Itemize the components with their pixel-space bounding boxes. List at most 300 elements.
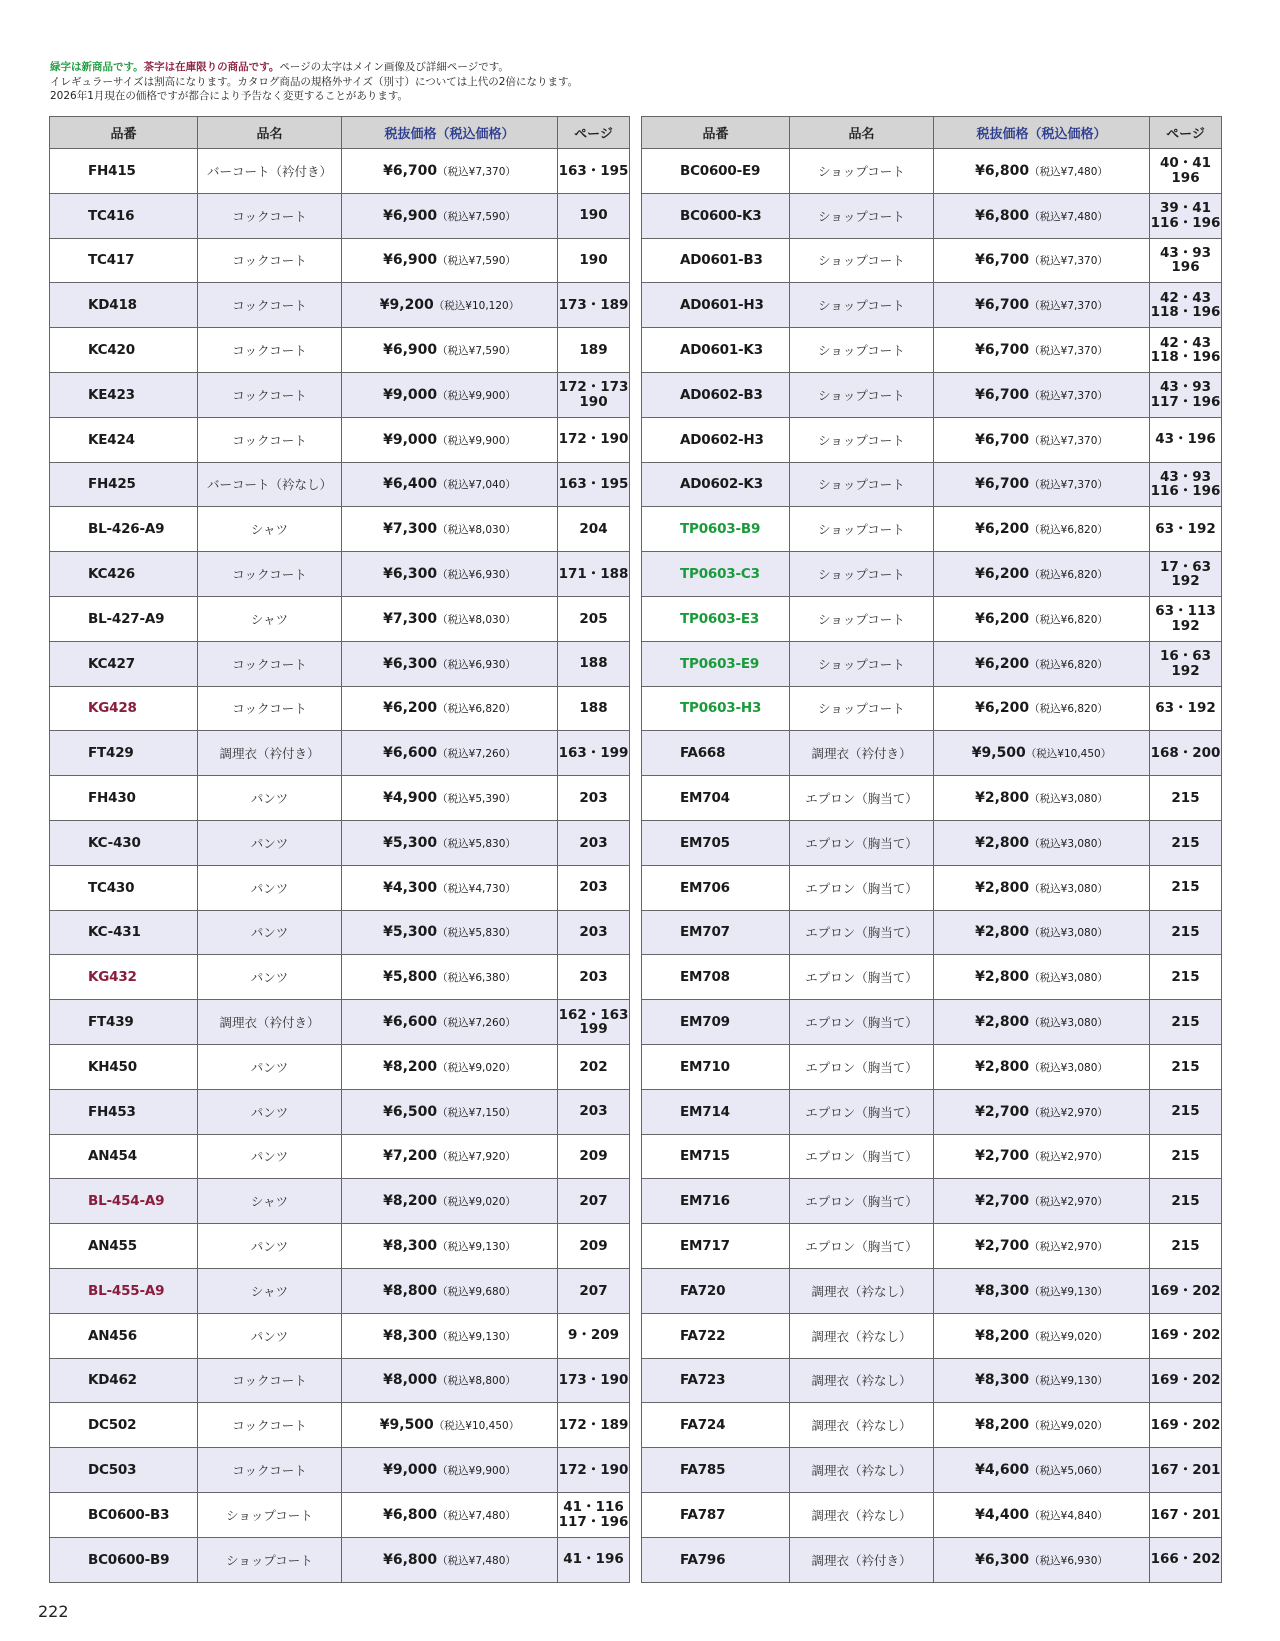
price-excl-tax: ¥6,400 bbox=[383, 476, 438, 493]
table-row bbox=[642, 462, 1222, 507]
price-incl-tax: （税込¥6,820） bbox=[437, 703, 516, 716]
page-ref: 63・192 bbox=[1155, 521, 1216, 538]
catalog-page bbox=[1150, 552, 1222, 597]
table-row bbox=[642, 149, 1222, 194]
price-excl-tax: ¥6,900 bbox=[383, 207, 438, 224]
page-ref: 163・199 bbox=[558, 745, 629, 761]
product-code: FH453 bbox=[50, 1089, 198, 1134]
table-row bbox=[50, 596, 630, 641]
page-ref: 215 bbox=[1171, 789, 1200, 806]
product-code: KC-431 bbox=[50, 910, 198, 955]
page-ref: 215 bbox=[1171, 834, 1200, 851]
catalog-page bbox=[1150, 1313, 1222, 1358]
product-price bbox=[342, 1358, 558, 1403]
page-ref: 215 bbox=[1171, 924, 1200, 941]
product-price bbox=[934, 238, 1150, 283]
page-ref-2: 117・196 bbox=[558, 1513, 629, 1530]
product-name: 調理衣（衿なし） bbox=[790, 1448, 934, 1493]
product-name: バーコート（衿付き） bbox=[198, 149, 342, 194]
page-ref: 9・209 bbox=[567, 1327, 620, 1344]
product-name: エプロン（胸当て） bbox=[790, 955, 934, 1000]
catalog-page bbox=[1150, 417, 1222, 462]
price-incl-tax: （税込¥3,080） bbox=[1029, 1061, 1108, 1074]
price-excl-tax: ¥9,000 bbox=[383, 1462, 438, 1478]
product-price bbox=[342, 328, 558, 373]
price-incl-tax: （税込¥7,590） bbox=[437, 345, 516, 358]
price-excl-tax: ¥6,800 bbox=[383, 1551, 438, 1568]
catalog-page bbox=[558, 1358, 630, 1403]
product-price bbox=[342, 1403, 558, 1448]
price-excl-tax: ¥6,700 bbox=[975, 252, 1030, 269]
product-price bbox=[342, 820, 558, 865]
page-ref: 215 bbox=[1171, 968, 1200, 985]
page-ref: 215 bbox=[1171, 879, 1200, 896]
header-name: 品名 bbox=[198, 117, 342, 149]
table-body-right bbox=[642, 149, 1222, 1583]
price-excl-tax: ¥6,200 bbox=[975, 521, 1030, 538]
price-incl-tax: （税込¥7,480） bbox=[437, 1509, 516, 1522]
page-ref-2: 192 bbox=[1171, 662, 1200, 679]
product-price bbox=[934, 686, 1150, 731]
product-code: AD0601-B3 bbox=[642, 238, 790, 283]
product-code: FA668 bbox=[642, 731, 790, 776]
page-ref: 215 bbox=[1171, 1058, 1200, 1075]
page-ref: 209 bbox=[579, 1237, 608, 1254]
catalog-page bbox=[558, 641, 630, 686]
page-ref: 169・202 bbox=[1150, 1372, 1221, 1389]
price-incl-tax: （税込¥10,120） bbox=[433, 300, 520, 313]
catalog-notes bbox=[50, 60, 578, 104]
table-row bbox=[50, 1179, 630, 1224]
price-excl-tax: ¥7,300 bbox=[383, 521, 438, 538]
product-price bbox=[934, 193, 1150, 238]
page-ref: 43・196 bbox=[1155, 431, 1216, 448]
catalog-page bbox=[1150, 1358, 1222, 1403]
table-row bbox=[642, 328, 1222, 373]
product-name: 調理衣（衿なし） bbox=[790, 1492, 934, 1537]
note-bold-pages: ページの太字はメイン画像及び詳細ページです。 bbox=[279, 61, 509, 73]
product-price bbox=[934, 596, 1150, 641]
product-code: BC0600-B3 bbox=[50, 1492, 198, 1537]
table-row bbox=[642, 910, 1222, 955]
price-excl-tax: ¥2,700 bbox=[975, 1103, 1030, 1120]
price-incl-tax: （税込¥6,820） bbox=[1029, 658, 1108, 671]
catalog-page bbox=[558, 149, 630, 194]
product-price bbox=[934, 1000, 1150, 1045]
product-name: パンツ bbox=[198, 910, 342, 955]
catalog-page bbox=[558, 731, 630, 776]
product-code: EM716 bbox=[642, 1179, 790, 1224]
table-row bbox=[50, 1448, 630, 1493]
table-row bbox=[50, 955, 630, 1000]
price-incl-tax: （税込¥10,450） bbox=[433, 1420, 520, 1433]
table-row bbox=[642, 1492, 1222, 1537]
table-row bbox=[642, 1044, 1222, 1089]
table-row bbox=[642, 776, 1222, 821]
product-name: コックコート bbox=[198, 417, 342, 462]
price-excl-tax: ¥8,300 bbox=[975, 1372, 1030, 1389]
product-name: エプロン（胸当て） bbox=[790, 865, 934, 910]
page-ref: 173・190 bbox=[558, 1372, 629, 1389]
product-name: パンツ bbox=[198, 1224, 342, 1269]
price-excl-tax: ¥7,200 bbox=[383, 1148, 438, 1165]
product-price bbox=[934, 1044, 1150, 1089]
table-row bbox=[50, 776, 630, 821]
product-price bbox=[934, 1224, 1150, 1269]
price-incl-tax: （税込¥9,130） bbox=[437, 1330, 516, 1343]
product-name: コックコート bbox=[198, 372, 342, 417]
page-ref: 41・116 bbox=[563, 1499, 624, 1516]
catalog-page bbox=[1150, 1044, 1222, 1089]
product-code: DC503 bbox=[50, 1448, 198, 1493]
product-name: ショップコート bbox=[198, 1537, 342, 1582]
product-code: KG428 bbox=[50, 686, 198, 731]
product-name: 調理衣（衿なし） bbox=[790, 1268, 934, 1313]
page-ref-2: 116・196 bbox=[1150, 214, 1221, 231]
catalog-page bbox=[558, 1179, 630, 1224]
price-incl-tax: （税込¥7,260） bbox=[437, 748, 516, 761]
price-incl-tax: （税込¥2,970） bbox=[1029, 1196, 1108, 1209]
price-excl-tax: ¥7,300 bbox=[383, 610, 438, 627]
price-excl-tax: ¥9,500 bbox=[379, 1417, 434, 1434]
product-name: ショップコート bbox=[790, 238, 934, 283]
price-excl-tax: ¥6,900 bbox=[383, 342, 438, 359]
catalog-page bbox=[558, 372, 630, 417]
page-ref: 163・195 bbox=[558, 162, 629, 179]
product-price bbox=[934, 1537, 1150, 1582]
page-ref-2: 117・196 bbox=[1150, 393, 1221, 410]
product-name: パンツ bbox=[198, 776, 342, 821]
product-code: BC0600-K3 bbox=[642, 193, 790, 238]
price-incl-tax: （税込¥10,450） bbox=[1025, 748, 1112, 761]
product-price bbox=[934, 641, 1150, 686]
price-excl-tax: ¥2,800 bbox=[975, 1014, 1030, 1031]
price-incl-tax: （税込¥4,730） bbox=[437, 882, 516, 895]
price-incl-tax: （税込¥2,970） bbox=[1029, 1151, 1108, 1164]
header-price: 税抜価格（税込価格） bbox=[342, 117, 558, 149]
page-ref: 162・163 bbox=[558, 1006, 629, 1023]
catalog-page bbox=[1150, 193, 1222, 238]
table-header-row bbox=[642, 117, 1222, 149]
table-row bbox=[642, 283, 1222, 328]
product-name: ショップコート bbox=[790, 507, 934, 552]
header-name: 品名 bbox=[790, 117, 934, 149]
page-ref-2: 196 bbox=[1171, 259, 1200, 276]
product-code: EM704 bbox=[642, 776, 790, 821]
product-name: コックコート bbox=[198, 1403, 342, 1448]
product-name: 調理衣（衿なし） bbox=[790, 1403, 934, 1448]
product-price bbox=[342, 283, 558, 328]
product-code: KC-430 bbox=[50, 820, 198, 865]
table-row bbox=[50, 641, 630, 686]
price-incl-tax: （税込¥5,060） bbox=[1029, 1465, 1108, 1477]
product-code: KD462 bbox=[50, 1358, 198, 1403]
table-row bbox=[642, 507, 1222, 552]
table-row bbox=[642, 1224, 1222, 1269]
page-ref: 215 bbox=[1171, 1237, 1200, 1254]
page-ref: 209 bbox=[579, 1148, 608, 1165]
table-header-row bbox=[50, 117, 630, 149]
catalog-page bbox=[1150, 283, 1222, 328]
price-excl-tax: ¥9,500 bbox=[971, 745, 1026, 762]
product-code: KE423 bbox=[50, 372, 198, 417]
price-incl-tax: （税込¥8,030） bbox=[437, 524, 516, 537]
page-ref-2: 199 bbox=[579, 1021, 608, 1038]
catalog-page bbox=[1150, 1492, 1222, 1537]
header-code: 品番 bbox=[642, 117, 790, 149]
product-code: EM710 bbox=[642, 1044, 790, 1089]
product-price bbox=[934, 1448, 1150, 1493]
product-code: FH415 bbox=[50, 149, 198, 194]
price-incl-tax: （税込¥5,830） bbox=[437, 927, 516, 940]
product-code: FA722 bbox=[642, 1313, 790, 1358]
price-incl-tax: （税込¥3,080） bbox=[1029, 882, 1108, 895]
price-excl-tax: ¥2,800 bbox=[975, 969, 1030, 986]
page-ref-2: 190 bbox=[579, 393, 608, 410]
product-price bbox=[342, 910, 558, 955]
price-excl-tax: ¥8,200 bbox=[383, 1058, 438, 1075]
price-table-right bbox=[641, 116, 1222, 1583]
table-row bbox=[642, 1268, 1222, 1313]
price-excl-tax: ¥9,000 bbox=[383, 431, 438, 448]
table-row bbox=[642, 641, 1222, 686]
catalog-page bbox=[1150, 955, 1222, 1000]
product-price bbox=[342, 1268, 558, 1313]
price-incl-tax: （税込¥6,930） bbox=[437, 658, 516, 671]
page-ref: 42・43 bbox=[1159, 289, 1212, 306]
page-ref: 190 bbox=[579, 207, 608, 224]
product-price bbox=[342, 1448, 558, 1493]
product-name: エプロン（胸当て） bbox=[790, 910, 934, 955]
price-incl-tax: （税込¥6,820） bbox=[1029, 703, 1108, 716]
price-excl-tax: ¥6,200 bbox=[975, 655, 1030, 672]
table-row bbox=[50, 1134, 630, 1179]
page-ref: 188 bbox=[579, 700, 608, 717]
page-ref: 17・63 bbox=[1159, 558, 1212, 575]
page-ref-2: 116・196 bbox=[1150, 483, 1221, 500]
header-page: ページ bbox=[1150, 117, 1222, 149]
header-code: 品番 bbox=[50, 117, 198, 149]
product-price bbox=[342, 1224, 558, 1269]
price-incl-tax: （税込¥6,930） bbox=[437, 569, 516, 582]
page-ref: 43・93 bbox=[1159, 244, 1212, 261]
product-name: パンツ bbox=[198, 1134, 342, 1179]
catalog-page bbox=[1150, 1268, 1222, 1313]
table-row bbox=[50, 462, 630, 507]
price-incl-tax: （税込¥7,590） bbox=[437, 255, 516, 268]
page-ref: 169・202 bbox=[1150, 1282, 1221, 1299]
table-row bbox=[642, 865, 1222, 910]
page-ref: 189 bbox=[579, 341, 608, 358]
page-ref: 172・190 bbox=[558, 431, 629, 448]
price-excl-tax: ¥6,200 bbox=[975, 610, 1030, 627]
price-excl-tax: ¥6,200 bbox=[383, 700, 438, 717]
product-name: コックコート bbox=[198, 193, 342, 238]
price-excl-tax: ¥2,700 bbox=[975, 1193, 1030, 1210]
price-incl-tax: （税込¥7,370） bbox=[437, 165, 516, 178]
catalog-page bbox=[1150, 731, 1222, 776]
price-incl-tax: （税込¥6,820） bbox=[1029, 569, 1108, 582]
price-incl-tax: （税込¥9,130） bbox=[1029, 1375, 1108, 1388]
product-price bbox=[934, 372, 1150, 417]
product-name: コックコート bbox=[198, 686, 342, 731]
product-price bbox=[934, 1268, 1150, 1313]
page-ref: 63・192 bbox=[1155, 700, 1216, 717]
product-code: AN454 bbox=[50, 1134, 198, 1179]
product-price bbox=[934, 955, 1150, 1000]
note-limited-item: 茶字は在庫限りの商品です。 bbox=[143, 61, 280, 73]
product-name: エプロン（胸当て） bbox=[790, 1224, 934, 1269]
table-row bbox=[50, 686, 630, 731]
product-name: エプロン（胸当て） bbox=[790, 1044, 934, 1089]
price-excl-tax: ¥4,400 bbox=[975, 1506, 1030, 1523]
product-price bbox=[342, 865, 558, 910]
catalog-page bbox=[1150, 1224, 1222, 1269]
price-incl-tax: （税込¥7,040） bbox=[437, 479, 516, 492]
catalog-page bbox=[1150, 238, 1222, 283]
page-ref: 207 bbox=[579, 1192, 608, 1209]
product-name: コックコート bbox=[198, 1448, 342, 1493]
product-price bbox=[934, 1179, 1150, 1224]
note-new-item: 緑字は新商品です。 bbox=[50, 61, 144, 73]
product-price bbox=[934, 1358, 1150, 1403]
product-price bbox=[934, 1313, 1150, 1358]
price-incl-tax: （税込¥7,370） bbox=[1029, 345, 1108, 358]
product-code: FT429 bbox=[50, 731, 198, 776]
product-price bbox=[342, 1492, 558, 1537]
product-price bbox=[342, 1537, 558, 1582]
product-code: KD418 bbox=[50, 283, 198, 328]
product-price bbox=[342, 596, 558, 641]
catalog-page bbox=[1150, 372, 1222, 417]
product-price bbox=[342, 955, 558, 1000]
page-ref: 203 bbox=[579, 879, 608, 896]
product-price bbox=[342, 417, 558, 462]
price-incl-tax: （税込¥7,590） bbox=[437, 210, 516, 223]
catalog-page bbox=[558, 1044, 630, 1089]
product-name: ショップコート bbox=[198, 1492, 342, 1537]
product-name: エプロン（胸当て） bbox=[790, 820, 934, 865]
page-ref: 215 bbox=[1171, 1192, 1200, 1209]
product-code: AD0602-H3 bbox=[642, 417, 790, 462]
catalog-page bbox=[1150, 1537, 1222, 1582]
catalog-page bbox=[558, 507, 630, 552]
table-row bbox=[50, 1403, 630, 1448]
product-code: EM714 bbox=[642, 1089, 790, 1134]
table-row bbox=[642, 1448, 1222, 1493]
price-incl-tax: （税込¥7,370） bbox=[1029, 434, 1108, 447]
product-name: エプロン（胸当て） bbox=[790, 1089, 934, 1134]
price-incl-tax: （税込¥7,370） bbox=[1029, 479, 1108, 492]
product-code: TP0603-H3 bbox=[642, 686, 790, 731]
page-ref: 40・41 bbox=[1159, 155, 1212, 172]
price-incl-tax: （税込¥7,480） bbox=[1029, 165, 1108, 178]
catalog-page bbox=[1150, 910, 1222, 955]
product-name: ショップコート bbox=[790, 552, 934, 597]
price-excl-tax: ¥6,700 bbox=[975, 297, 1030, 314]
price-excl-tax: ¥2,800 bbox=[975, 834, 1030, 851]
catalog-page bbox=[558, 328, 630, 373]
product-name: パンツ bbox=[198, 1044, 342, 1089]
price-incl-tax: （税込¥7,260） bbox=[437, 1017, 516, 1030]
notes-line-2: イレギュラーサイズは割高になります。カタログ商品の規格外サイズ（別寸）については上代の2倍になります。 bbox=[50, 75, 579, 88]
product-name: シャツ bbox=[198, 596, 342, 641]
product-code: AD0602-K3 bbox=[642, 462, 790, 507]
page-ref: 168・200 bbox=[1150, 745, 1221, 761]
product-name: ショップコート bbox=[790, 149, 934, 194]
price-incl-tax: （税込¥5,830） bbox=[437, 837, 516, 850]
catalog-page bbox=[558, 820, 630, 865]
price-incl-tax: （税込¥9,900） bbox=[437, 1465, 516, 1477]
product-price bbox=[934, 1492, 1150, 1537]
product-name: エプロン（胸当て） bbox=[790, 776, 934, 821]
table-row bbox=[50, 1313, 630, 1358]
product-price bbox=[342, 1179, 558, 1224]
table-row bbox=[50, 865, 630, 910]
product-name: 調理衣（衿なし） bbox=[790, 1358, 934, 1403]
product-price bbox=[934, 328, 1150, 373]
product-name: パンツ bbox=[198, 865, 342, 910]
page-ref: 173・189 bbox=[558, 297, 629, 314]
catalog-page bbox=[558, 1224, 630, 1269]
notes-line-1 bbox=[50, 60, 578, 75]
catalog-page bbox=[1150, 596, 1222, 641]
price-excl-tax: ¥2,800 bbox=[975, 790, 1030, 807]
product-code: EM705 bbox=[642, 820, 790, 865]
product-price bbox=[934, 731, 1150, 776]
catalog-page bbox=[1150, 1448, 1222, 1493]
catalog-page bbox=[1150, 328, 1222, 373]
price-excl-tax: ¥8,200 bbox=[975, 1327, 1030, 1344]
product-price bbox=[342, 552, 558, 597]
table-row bbox=[50, 1492, 630, 1537]
catalog-page bbox=[558, 1448, 630, 1493]
price-excl-tax: ¥6,800 bbox=[975, 207, 1030, 224]
catalog-page bbox=[1150, 462, 1222, 507]
catalog-page bbox=[558, 1089, 630, 1134]
table-row bbox=[642, 552, 1222, 597]
page-ref: 171・188 bbox=[558, 565, 629, 582]
page-ref-2: 118・196 bbox=[1150, 349, 1221, 366]
page-ref-2: 196 bbox=[1171, 169, 1200, 186]
table-row bbox=[50, 417, 630, 462]
catalog-page bbox=[1150, 1089, 1222, 1134]
price-incl-tax: （税込¥9,020） bbox=[1029, 1330, 1108, 1343]
table-row bbox=[642, 1403, 1222, 1448]
product-code: KC420 bbox=[50, 328, 198, 373]
product-name: パンツ bbox=[198, 820, 342, 865]
price-incl-tax: （税込¥9,130） bbox=[1029, 1285, 1108, 1298]
product-price bbox=[934, 1134, 1150, 1179]
catalog-page bbox=[558, 865, 630, 910]
product-code: KC426 bbox=[50, 552, 198, 597]
catalog-page bbox=[1150, 507, 1222, 552]
price-incl-tax: （税込¥6,820） bbox=[1029, 524, 1108, 537]
product-code: BL-455-A9 bbox=[50, 1268, 198, 1313]
price-incl-tax: （税込¥9,900） bbox=[437, 434, 516, 447]
price-excl-tax: ¥9,200 bbox=[379, 297, 434, 314]
product-code: TP0603-E9 bbox=[642, 641, 790, 686]
catalog-page bbox=[558, 1268, 630, 1313]
price-incl-tax: （税込¥3,080） bbox=[1029, 927, 1108, 940]
table-row bbox=[642, 1134, 1222, 1179]
catalog-page bbox=[558, 552, 630, 597]
product-price bbox=[342, 193, 558, 238]
product-name: コックコート bbox=[198, 328, 342, 373]
product-price bbox=[342, 731, 558, 776]
catalog-page bbox=[1150, 641, 1222, 686]
product-price bbox=[934, 417, 1150, 462]
